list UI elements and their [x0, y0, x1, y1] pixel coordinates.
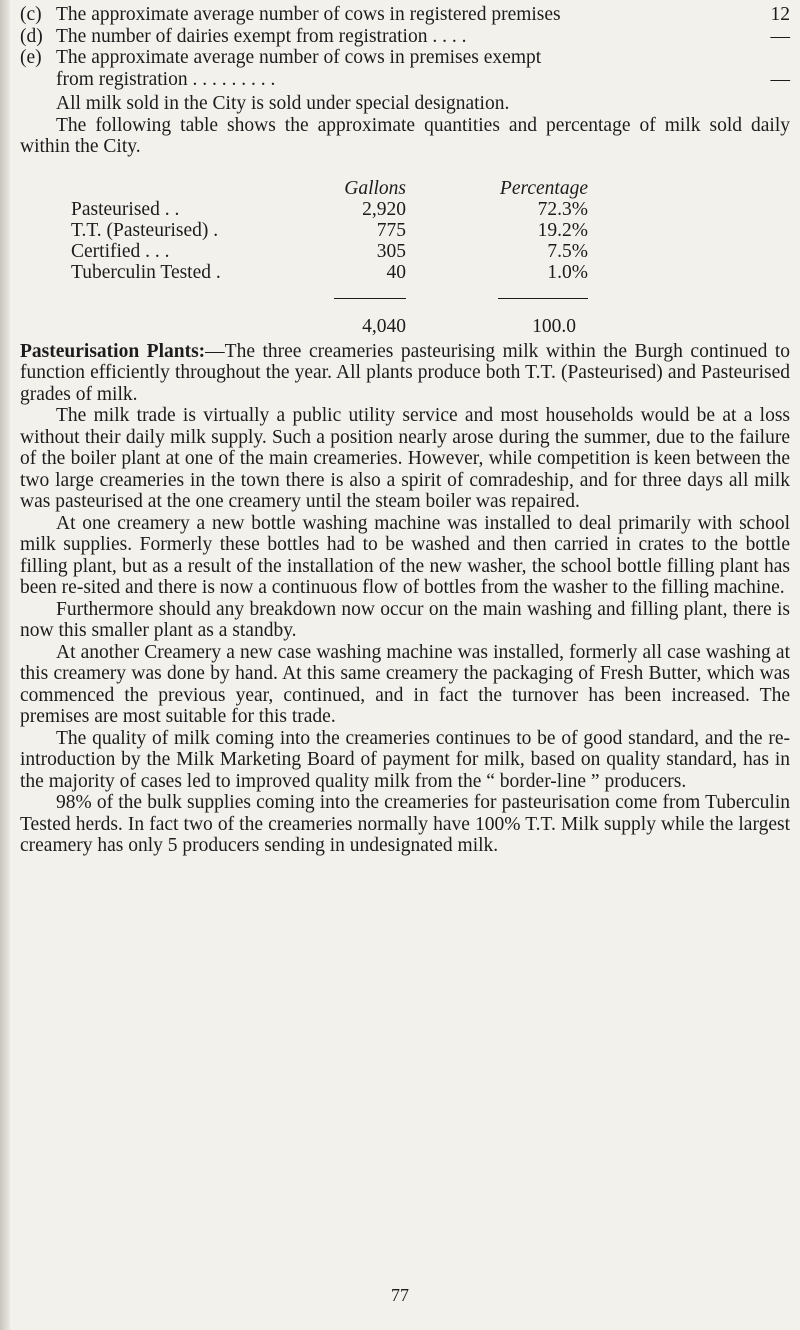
grade-cell: Certified . . . — [71, 240, 170, 262]
body-paragraph: At another Creamery a new case washing machine was installed, formerly all case washing at this creamery was done by hand. At this same creamery the packaging of Fresh Butter, which was commenced the previous year, continued, and in fact the turnover has been increased. The premises are most suitable for this trade. — [20, 641, 790, 727]
designation-note: All milk sold in the City is sold under special designation. — [56, 93, 510, 114]
body-paragraph: Furthermore should any breakdown now occur on the main washing and filling plant, there is now this smaller plant as a standby. — [20, 598, 790, 641]
list-item-e — [20, 47, 790, 69]
table-row — [71, 262, 588, 283]
gallons-cell: 2,920 — [362, 198, 406, 220]
table-row — [71, 199, 588, 220]
grade-cell: Pasteurised . . — [71, 198, 180, 220]
section-heading: Pasteurisation Plants: — [20, 340, 206, 362]
total-row — [71, 304, 588, 337]
table-intro: The following table shows the approximate quantities and percentage of milk sold daily within the City. — [20, 114, 790, 157]
section-paragraph-text: —The three creameries pasteurising milk within the Burgh continued to function efficiently throughout the year. All plants produce both T.T. (Pasteurised) and Pasteurised grades of milk. — [20, 340, 790, 405]
list-label: (d) — [20, 25, 43, 47]
table-row — [71, 241, 588, 262]
percentage-cell: 72.3% — [537, 198, 588, 220]
percentage-cell: 19.2% — [537, 219, 588, 241]
gallons-total: 4,040 — [362, 315, 406, 337]
percentage-cell: 1.0% — [547, 261, 588, 283]
milk-quantities-table — [71, 178, 588, 337]
list-value: 12 — [770, 4, 790, 25]
list-label: (e) — [20, 47, 42, 68]
grade-cell: Tuberculin Tested . — [71, 261, 221, 283]
gallons-cell: 40 — [386, 261, 406, 283]
table-row — [71, 220, 588, 241]
total-rule-row — [71, 283, 588, 304]
page-number: 77 — [391, 1285, 409, 1305]
gallons-cell: 305 — [376, 240, 406, 262]
list-text: The number of dairies exempt from registration . . . . — [56, 25, 467, 47]
list-text: The approximate average number of cows in premises exempt — [56, 47, 542, 68]
percentage-header: Percentage — [499, 177, 588, 199]
total-rule — [334, 297, 406, 299]
list-text: from registration . . . . . . . . . — [56, 68, 276, 90]
list-label: (c) — [20, 4, 42, 25]
list-item-d — [20, 26, 790, 48]
gallons-header: Gallons — [344, 177, 406, 199]
list-item-e-continuation — [20, 69, 790, 91]
percentage-cell: 7.5% — [547, 240, 588, 262]
percentage-total: 100.0 — [532, 315, 576, 337]
list-value: — — [770, 25, 790, 47]
binding-shadow — [0, 0, 10, 1330]
grade-cell: T.T. (Pasteurised) . — [71, 219, 219, 241]
body-paragraph: The milk trade is virtually a public utility service and most households would be at a loss without their daily milk supply. Such a position nearly arose during the summer, due to the failure of the boiler plant at one of the main creameries. However, while competition is keen between the two large creameries in the town there is also a spirit of comradeship, and for three days all milk was pasteurised at the one creamery until the steam boiler was repaired. — [20, 405, 790, 512]
gallons-cell: 775 — [376, 219, 406, 241]
body-paragraph: 98% of the bulk supplies coming into the creameries for pasteurisation come from Tuberculin Tested herds. In fact two of the creameries normally have 100% T.T. Milk supply while the largest creamery has only 5 producers sending in undesignated milk. — [20, 792, 790, 856]
table-header-row — [71, 178, 588, 199]
page-content — [20, 4, 790, 857]
pasteurisation-plants-paragraph — [20, 341, 790, 406]
list-text: The approximate average number of cows in registered premises — [56, 4, 561, 25]
list-value: — — [770, 68, 790, 90]
total-rule — [498, 297, 588, 299]
body-paragraph: At one creamery a new bottle washing machine was installed to deal primarily with school milk supplies. Formerly these bottles had to be washed and then carried in crates to the bottle filling plant, but as a result of the installation of the new washer, the school bottle filling plant has been re-sited and there is now a continuous flow of bottles from the washer to the filling machine. — [20, 512, 790, 598]
list-item-c — [20, 4, 790, 26]
body-paragraph: The quality of milk coming into the creameries continues to be of good standard, and the re-introduction by the Milk Marketing Board of payment for milk, based on quality standard, has in the majority of cases led to improved quality milk from the “ border-line ” producers. — [20, 727, 790, 792]
